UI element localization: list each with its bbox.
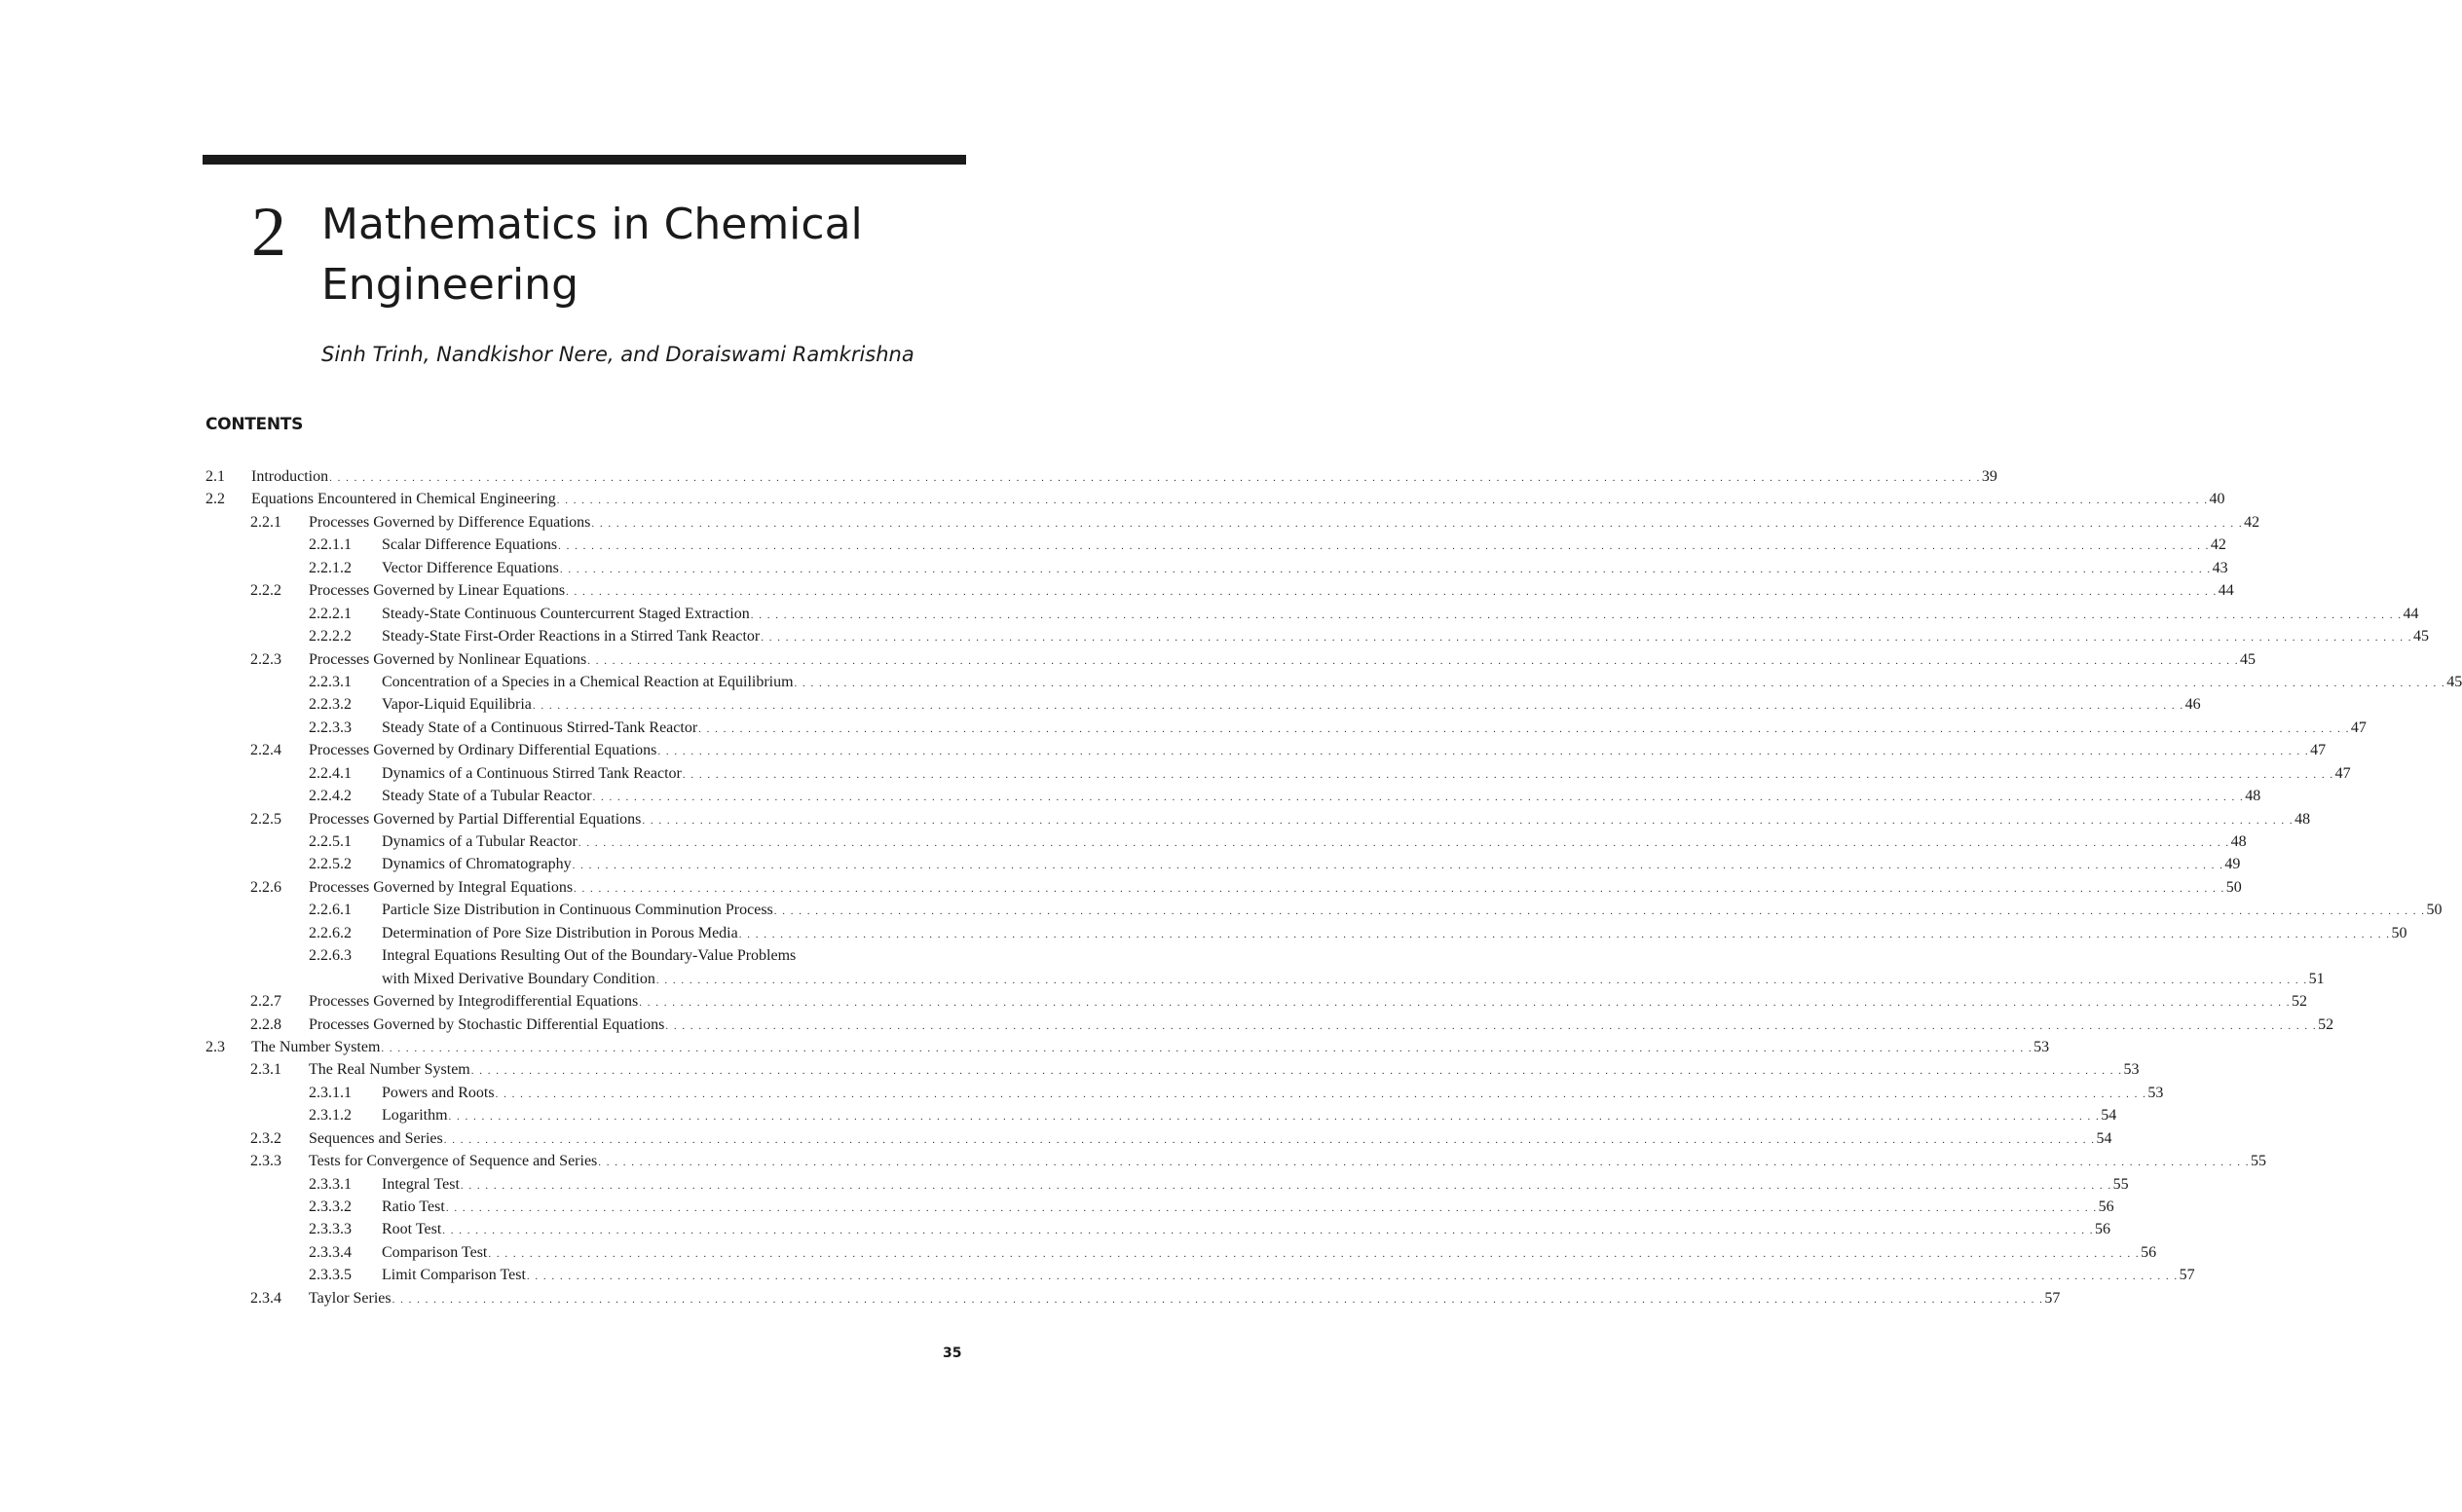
toc-entry-page: 50 xyxy=(2225,878,2242,896)
toc-dot-leader: . . . . . . . . . . . . . . . . . . . . . . . . . . . . . . . . . . . . . . . . . . . . . . . . . . . . . . . . . . . . . . . . . . . . . . . . . . . . . . . . . . . . . . . . . . . . . . . . . . . . . . . . . . . . . . . . . . . . . . . . . . . . . . . . . . . . . . . . . . . . . . . . . . . . . . . . . . . . . . . . . . . . . . . . . . . . . . . . . . . . . . . . . . . . . . . . . . . . . . . . xyxy=(381,1042,2033,1054)
toc-entry-number: 2.2.3.1 xyxy=(309,673,352,690)
toc-entry-title: Steady-State Continuous Countercurrent Staged Extraction xyxy=(382,605,750,622)
toc-entry-line xyxy=(251,488,2225,512)
toc-entry-title: Processes Governed by Nonlinear Equations xyxy=(309,650,587,668)
toc-entry-number: 2.2.2.2 xyxy=(309,628,352,645)
toc-entry-number: 2.3 xyxy=(205,1038,225,1055)
chapter-title-line-2: Engineering xyxy=(321,260,578,310)
toc-entry-number: 2.2.1 xyxy=(250,513,281,531)
toc-entry-number: 2.2.3.3 xyxy=(309,719,352,736)
toc-entry[interactable] xyxy=(205,876,2242,899)
toc-entry-title: Integral Test xyxy=(382,1175,460,1193)
toc-entry-number: 2.2.2 xyxy=(250,582,281,600)
toc-entry-number: 2.2.6.3 xyxy=(309,947,352,965)
toc-entry-title: Ratio Test xyxy=(382,1199,445,1215)
toc-entry[interactable] xyxy=(205,944,963,967)
toc-entry[interactable] xyxy=(205,1173,2129,1196)
toc-dot-leader: . . . . . . . . . . . . . . . . . . . . . . . . . . . . . . . . . . . . . . . . . . . . . . . . . . . . . . . . . . . . . . . . . . . . . . . . . . . . . . . . . . . . . . . . . . . . . . . . . . . . . . . . . . . . . . . . . . . . . . . . . . . . . . . . . . . . . . . . . . . . . . . . . . . . . . . . . . . . . . . . . . . . . . . . . . . . . . . . . . . . . . . . . . . . . . . . . . . . . . . . xyxy=(443,1133,2096,1146)
toc-entry[interactable] xyxy=(205,693,2201,716)
toc-entry-title: Particle Size Distribution in Continuous Comminution Process xyxy=(382,902,773,919)
toc-entry-line xyxy=(309,511,2260,535)
toc-dot-leader: . . . . . . . . . . . . . . . . . . . . . . . . . . . . . . . . . . . . . . . . . . . . . . . . . . . . . . . . . . . . . . . . . . . . . . . . . . . . . . . . . . . . . . . . . . . . . . . . . . . . . . . . . . . . . . . . . . . . . . . . . . . . . . . . . . . . . . . . . . . . . . . . . . . . . . . . . . . . . . . . . . . . . . . . . . . . . . . . . . . . . . . . . . . . . . . . . . . . . . . . xyxy=(558,540,2210,553)
toc-entry-line xyxy=(251,465,1997,490)
toc-entry-line xyxy=(382,1082,2164,1106)
toc-dot-leader: . . . . . . . . . . . . . . . . . . . . . . . . . . . . . . . . . . . . . . . . . . . . . . . . . . . . . . . . . . . . . . . . . . . . . . . . . . . . . . . . . . . . . . . . . . . . . . . . . . . . . . . . . . . . . . . . . . . . . . . . . . . . . . . . . . . . . . . . . . . . . . . . . . . . . . . . . . . . . . . . . . . . . . . . . . . . . . . . . . . . . . . . . . . . . . . . . . . . . . . . xyxy=(639,997,2292,1010)
toc-entry-line xyxy=(309,648,2257,673)
toc-entry-title: Dynamics of a Tubular Reactor xyxy=(382,833,578,850)
toc-entry-title: Processes Governed by Ordinary Differential Equations xyxy=(309,742,657,759)
toc-entry-title: Powers and Roots xyxy=(382,1084,495,1101)
toc-entry-line xyxy=(382,557,2228,581)
toc-entry[interactable] xyxy=(205,899,2443,921)
toc-entry[interactable] xyxy=(205,1104,2117,1126)
toc-entry-page: 57 xyxy=(2179,1267,2195,1284)
toc-dot-leader: . . . . . . . . . . . . . . . . . . . . . . . . . . . . . . . . . . . . . . . . . . . . . . . . . . . . . . . . . . . . . . . . . . . . . . . . . . . . . . . . . . . . . . . . . . . . . . . . . . . . . . . . . . . . . . . . . . . . . . . . . . . . . . . . . . . . . . . . . . . . . . . . . . . . . . . . . . . . . . . . . . . . . . . . . . . . . . . . . . . . . . . . . . . . . . . . . . . . . . . . xyxy=(556,495,2209,507)
toc-entry-page: 57 xyxy=(2044,1289,2061,1307)
toc-dot-leader: . . . . . . . . . . . . . . . . . . . . . . . . . . . . . . . . . . . . . . . . . . . . . . . . . . . . . . . . . . . . . . . . . . . . . . . . . . . . . . . . . . . . . . . . . . . . . . . . . . . . . . . . . . . . . . . . . . . . . . . . . . . . . . . . . . . . . . . . . . . . . . . . . . . . . . . . . . . . . . . . . . . . . . . . . . . . . . . . . . . . . . . . . . . . . . . . . . . . . . . . xyxy=(587,654,2240,667)
toc-entry[interactable] xyxy=(205,922,2407,944)
toc-entry[interactable] xyxy=(205,1150,2267,1172)
toc-entry-page: 48 xyxy=(2230,833,2247,850)
toc-entry-line xyxy=(309,1150,2267,1174)
toc-entry-line xyxy=(309,1058,2140,1083)
toc-entry-number: 2.2.6.1 xyxy=(309,902,352,919)
toc-entry-line xyxy=(251,1036,2050,1060)
toc-entry-line xyxy=(382,1264,2195,1288)
chapter-top-rule xyxy=(203,155,966,165)
toc-entry[interactable] xyxy=(205,853,2241,875)
toc-entry-title: Steady State of a Continuous Stirred-Tank Reactor xyxy=(382,719,698,736)
toc-entry[interactable] xyxy=(205,762,2351,785)
toc-dot-leader: . . . . . . . . . . . . . . . . . . . . . . . . . . . . . . . . . . . . . . . . . . . . . . . . . . . . . . . . . . . . . . . . . . . . . . . . . . . . . . . . . . . . . . . . . . . . . . . . . . . . . . . . . . . . . . . . . . . . . . . . . . . . . . . . . . . . . . . . . . . . . . . . . . . . . . . . . . . . . . . . . . . . . . . . . . . . . . . . . . . . . . . . . . . . . . . . . . . . . . . . xyxy=(642,814,2294,827)
toc-entry-number: 2.3.4 xyxy=(250,1289,281,1307)
toc-dot-leader: . . . . . . . . . . . . . . . . . . . . . . . . . . . . . . . . . . . . . . . . . . . . . . . . . . . . . . . . . . . . . . . . . . . . . . . . . . . . . . . . . . . . . . . . . . . . . . . . . . . . . . . . . . . . . . . . . . . . . . . . . . . . . . . . . . . . . . . . . . . . . . . . . . . . . . . . . . . . . . . . . . . . . . . . . . . . . . . . . . . . . . . . . . . . . . . . . . . . . . . . xyxy=(682,768,2334,781)
toc-entry-page: 55 xyxy=(2112,1175,2129,1193)
toc-entry-line xyxy=(309,739,2327,763)
toc-entry-number: 2.3.3.5 xyxy=(309,1267,352,1284)
toc-entry-title: Comparison Test xyxy=(382,1243,488,1261)
toc-entry[interactable] xyxy=(205,465,1997,488)
toc-dot-leader: . . . . . . . . . . . . . . . . . . . . . . . . . . . . . . . . . . . . . . . . . . . . . . . . . . . . . . . . . . . . . . . . . . . . . . . . . . . . . . . . . . . . . . . . . . . . . . . . . . . . . . . . . . . . . . . . . . . . . . . . . . . . . . . . . . . . . . . . . . . . . . . . . . . . . . . . . . . . . . . . . . . . . . . . . . . . . . . . . . . . . . . . . . . . . . . . . . . . . . . . xyxy=(738,928,2391,940)
toc-entry-page: 47 xyxy=(2310,742,2327,759)
chapter-authors: Sinh Trinh, Nandkishor Nere, and Doraiswami Ramkrishna xyxy=(321,343,914,366)
toc-entry[interactable] xyxy=(205,830,2247,853)
toc-entry[interactable] xyxy=(205,717,2367,739)
toc-entry-number: 2.2.4.2 xyxy=(309,788,352,805)
toc-dot-leader: . . . . . . . . . . . . . . . . . . . . . . . . . . . . . . . . . . . . . . . . . . . . . . . . . . . . . . . . . . . . . . . . . . . . . . . . . . . . . . . . . . . . . . . . . . . . . . . . . . . . . . . . . . . . . . . . . . . . . . . . . . . . . . . . . . . . . . . . . . . . . . . . . . . . . . . . . . . . . . . . . . . . . . . . . . . . . . . . . . . . . . . . . . . . . . . . . . . . . . . . xyxy=(665,1019,2318,1032)
toc-entry-line xyxy=(382,625,2430,649)
toc-entry-line xyxy=(382,603,2419,627)
toc-entry-page: 45 xyxy=(2413,628,2430,645)
toc-entry[interactable] xyxy=(205,1264,2195,1286)
toc-entry-line xyxy=(309,808,2311,832)
toc-entry-line xyxy=(382,1104,2117,1128)
toc-entry-page: 53 xyxy=(2033,1038,2050,1055)
toc-entry[interactable] xyxy=(205,1287,2061,1309)
toc-entry[interactable] xyxy=(205,1082,2164,1104)
toc-entry-title: with Mixed Derivative Boundary Condition xyxy=(382,970,655,987)
toc-entry-title: Processes Governed by Integral Equations xyxy=(309,878,574,896)
toc-entry-number: 2.2.3.2 xyxy=(309,696,352,714)
toc-entry[interactable] xyxy=(205,1241,2157,1264)
toc-entry-page: 55 xyxy=(2251,1153,2267,1170)
toc-entry-title: Integral Equations Resulting Out of the Boundary-Value Problems xyxy=(382,947,797,965)
toc-entry-title: Introduction xyxy=(251,468,329,485)
toc-entry-page: 54 xyxy=(2101,1107,2117,1125)
toc-entry-number: 2.3.1 xyxy=(250,1061,281,1079)
toc-entry-page: 52 xyxy=(2318,1015,2334,1033)
toc-dot-leader: . . . . . . . . . . . . . . . . . . . . . . . . . . . . . . . . . . . . . . . . . . . . . . . . . . . . . . . . . . . . . . . . . . . . . . . . . . . . . . . . . . . . . . . . . . . . . . . . . . . . . . . . . . . . . . . . . . . . . . . . . . . . . . . . . . . . . . . . . . . . . . . . . . . . . . . . . . . . . . . . . . . . . . . . . . . . . . . . . . . . . . . . . . . . . . . . . . . . . . . . xyxy=(442,1225,2095,1237)
toc-entry-line xyxy=(382,830,2247,855)
toc-dot-leader: . . . . . . . . . . . . . . . . . . . . . . . . . . . . . . . . . . . . . . . . . . . . . . . . . . . . . . . . . . . . . . . . . . . . . . . . . . . . . . . . . . . . . . . . . . . . . . . . . . . . . . . . . . . . . . . . . . . . . . . . . . . . . . . . . . . . . . . . . . . . . . . . . . . . . . . . . . . . . . . . . . . . . . . . . . . . . . . . . . . . . . . . . . . . . . . . . . . . . . . . xyxy=(495,1088,2147,1100)
toc-entry-number: 2.2.5.1 xyxy=(309,833,352,850)
toc-entry-title: Steady State of a Tubular Reactor xyxy=(382,788,592,805)
toc-entry-page: 50 xyxy=(2426,902,2443,919)
toc-entry[interactable] xyxy=(205,603,2419,625)
toc-entry[interactable] xyxy=(205,557,2228,579)
toc-dot-leader: . . . . . . . . . . . . . . . . . . . . . . . . . . . . . . . . . . . . . . . . . . . . . . . . . . . . . . . . . . . . . . . . . . . . . . . . . . . . . . . . . . . . . . . . . . . . . . . . . . . . . . . . . . . . . . . . . . . . . . . . . . . . . . . . . . . . . . . . . . . . . . . . . . . . . . . . . . . . . . . . . . . . . . . . . . . . . . . . . . . . . . . . . . . . . . . . . . . . . . . . xyxy=(592,792,2245,804)
toc-entry-page: 48 xyxy=(2294,810,2311,828)
toc-entry-number: 2.1 xyxy=(205,468,225,485)
toc-entry-number: 2.3.3.4 xyxy=(309,1243,352,1261)
toc-entry[interactable] xyxy=(205,511,2260,534)
toc-entry-line xyxy=(382,853,2241,877)
toc-entry-title: Tests for Convergence of Sequence and Series xyxy=(309,1153,598,1170)
toc-entry-number: 2.2 xyxy=(205,491,225,508)
toc-entry-title: Taylor Series xyxy=(309,1289,392,1307)
toc-entry-line xyxy=(309,990,2308,1014)
toc-entry-title: Root Test xyxy=(382,1221,442,1238)
toc-entry-number: 2.2.4.1 xyxy=(309,764,352,782)
toc-entry-continuation[interactable] xyxy=(205,968,2325,990)
toc-dot-leader: . . . . . . . . . . . . . . . . . . . . . . . . . . . . . . . . . . . . . . . . . . . . . . . . . . . . . . . . . . . . . . . . . . . . . . . . . . . . . . . . . . . . . . . . . . . . . . . . . . . . . . . . . . . . . . . . . . . . . . . . . . . . . . . . . . . . . . . . . . . . . . . . . . . . . . . . . . . . . . . . . . . . . . . . . . . . . . . . . . . . . . . . . . . . . . . . . . . . . . . . xyxy=(598,1157,2251,1169)
toc-dot-leader: . . . . . . . . . . . . . . . . . . . . . . . . . . . . . . . . . . . . . . . . . . . . . . . . . . . . . . . . . . . . . . . . . . . . . . . . . . . . . . . . . . . . . . . . . . . . . . . . . . . . . . . . . . . . . . . . . . . . . . . . . . . . . . . . . . . . . . . . . . . . . . . . . . . . . . . . . . . . . . . . . . . . . . . . . . . . . . . . . . . . . . . . . . . . . . . . . . . . . . . . xyxy=(526,1271,2179,1283)
toc-entry-number: 2.2.6 xyxy=(250,878,281,896)
toc-entry-number: 2.2.2.1 xyxy=(309,605,352,622)
toc-entry[interactable] xyxy=(205,785,2261,807)
toc-dot-leader: . . . . . . . . . . . . . . . . . . . . . . . . . . . . . . . . . . . . . . . . . . . . . . . . . . . . . . . . . . . . . . . . . . . . . . . . . . . . . . . . . . . . . . . . . . . . . . . . . . . . . . . . . . . . . . . . . . . . . . . . . . . . . . . . . . . . . . . . . . . . . . . . . . . . . . . . . . . . . . . . . . . . . . . . . . . . . . . . . . . . . . . . . . . . . . . . . . . . . . . . xyxy=(460,1179,2112,1192)
toc-entry-line xyxy=(382,671,2462,695)
chapter-title-line-1: Mathematics in Chemical xyxy=(321,200,863,249)
toc-entry-line xyxy=(382,1196,2114,1220)
toc-entry-number: 2.3.3.1 xyxy=(309,1175,352,1193)
toc-entry-line xyxy=(309,579,2234,604)
page-number: 35 xyxy=(943,1346,962,1361)
toc-entry-title: Processes Governed by Stochastic Differential Equations xyxy=(309,1015,665,1033)
toc-dot-leader: . . . . . . . . . . . . . . . . . . . . . . . . . . . . . . . . . . . . . . . . . . . . . . . . . . . . . . . . . . . . . . . . . . . . . . . . . . . . . . . . . . . . . . . . . . . . . . . . . . . . . . . . . . . . . . . . . . . . . . . . . . . . . . . . . . . . . . . . . . . . . . . . . . . . . . . . . . . . . . . . . . . . . . . . . . . . . . . . . . . . . . . . . . . . . . . . . . . . . . . . xyxy=(578,837,2230,849)
toc-entry[interactable] xyxy=(205,1036,2050,1058)
toc-entry-number: 2.2.3 xyxy=(250,650,281,668)
toc-entry-line xyxy=(382,899,2443,923)
toc-entry[interactable] xyxy=(205,648,2257,671)
toc-entry-title: Processes Governed by Difference Equations xyxy=(309,513,591,531)
toc-entry-page: 43 xyxy=(2212,559,2228,576)
toc-entry-page: 45 xyxy=(2240,650,2257,668)
toc-entry-page: 53 xyxy=(2147,1084,2164,1101)
toc-entry-title: The Real Number System xyxy=(309,1061,470,1079)
toc-entry-page: 48 xyxy=(2245,788,2261,805)
toc-entry[interactable] xyxy=(205,1014,2334,1036)
toc-entry-page: 47 xyxy=(2350,719,2367,736)
toc-entry[interactable] xyxy=(205,739,2327,761)
toc-entry-number: 2.3.1.1 xyxy=(309,1084,352,1101)
toc-entry-line xyxy=(309,1014,2334,1038)
table-of-contents xyxy=(205,465,2462,1309)
toc-entry-line xyxy=(382,785,2261,809)
toc-dot-leader: . . . . . . . . . . . . . . . . . . . . . . . . . . . . . . . . . . . . . . . . . . . . . . . . . . . . . . . . . . . . . . . . . . . . . . . . . . . . . . . . . . . . . . . . . . . . . . . . . . . . . . . . . . . . . . . . . . . . . . . . . . . . . . . . . . . . . . . . . . . . . . . . . . . . . . . . . . . . . . . . . . . . . . . . . . . . . . . . . . . . . . . . . . . . . . . . . . . . . . . . xyxy=(392,1293,2044,1306)
toc-entry-line xyxy=(309,1127,2112,1152)
toc-entry-page: 56 xyxy=(2141,1243,2157,1261)
toc-entry-title: Determination of Pore Size Distribution in Porous Media xyxy=(382,924,738,941)
toc-entry-title: Scalar Difference Equations xyxy=(382,536,558,554)
toc-entry-title: Concentration of a Species in a Chemical Reaction at Equilibrium xyxy=(382,673,794,690)
toc-entry-title: Equations Encountered in Chemical Engineering xyxy=(251,491,556,508)
toc-entry-line xyxy=(382,534,2226,558)
toc-entry-page: 56 xyxy=(2095,1221,2111,1238)
toc-entry-line xyxy=(382,717,2367,741)
toc-entry-number: 2.2.6.2 xyxy=(309,924,352,941)
toc-entry-number: 2.2.1.1 xyxy=(309,536,352,554)
toc-entry-number: 2.2.1.2 xyxy=(309,559,352,576)
toc-dot-leader: . . . . . . . . . . . . . . . . . . . . . . . . . . . . . . . . . . . . . . . . . . . . . . . . . . . . . . . . . . . . . . . . . . . . . . . . . . . . . . . . . . . . . . . . . . . . . . . . . . . . . . . . . . . . . . . . . . . . . . . . . . . . . . . . . . . . . . . . . . . . . . . . . . . . . . . . . . . . . . . . . . . . . . . . . . . . . . . . . . . . . . . . . . . . . . . . . . . . . . . . xyxy=(448,1111,2101,1124)
toc-entry-page: 56 xyxy=(2098,1199,2114,1215)
toc-entry-line xyxy=(382,1218,2111,1242)
toc-dot-leader: . . . . . . . . . . . . . . . . . . . . . . . . . . . . . . . . . . . . . . . . . . . . . . . . . . . . . . . . . . . . . . . . . . . . . . . . . . . . . . . . . . . . . . . . . . . . . . . . . . . . . . . . . . . . . . . . . . . . . . . . . . . . . . . . . . . . . . . . . . . . . . . . . . . . . . . . . . . . . . . . . . . . . . . . . . . . . . . . . . . . . . . . . . . . . . . . . . . . . . . . xyxy=(750,608,2403,621)
toc-entry-title: Vector Difference Equations xyxy=(382,559,559,576)
toc-entry-page: 49 xyxy=(2224,856,2241,873)
toc-entry-number: 2.3.2 xyxy=(250,1129,281,1147)
toc-entry-page: 52 xyxy=(2292,993,2308,1011)
toc-entry-page: 42 xyxy=(2210,536,2226,554)
toc-entry[interactable] xyxy=(205,1127,2112,1150)
toc-dot-leader: . . . . . . . . . . . . . . . . . . . . . . . . . . . . . . . . . . . . . . . . . . . . . . . . . . . . . . . . . . . . . . . . . . . . . . . . . . . . . . . . . . . . . . . . . . . . . . . . . . . . . . . . . . . . . . . . . . . . . . . . . . . . . . . . . . . . . . . . . . . . . . . . . . . . . . . . . . . . . . . . . . . . . . . . . . . . . . . . . . . . . . . . . . . . . . . . . . . . . . . . xyxy=(572,860,2224,872)
toc-entry-number: 2.3.3.2 xyxy=(309,1199,352,1215)
toc-entry-page: 44 xyxy=(2218,582,2234,600)
toc-entry-title: Processes Governed by Partial Differential Equations xyxy=(309,810,642,828)
toc-dot-leader: . . . . . . . . . . . . . . . . . . . . . . . . . . . . . . . . . . . . . . . . . . . . . . . . . . . . . . . . . . . . . . . . . . . . . . . . . . . . . . . . . . . . . . . . . . . . . . . . . . . . . . . . . . . . . . . . . . . . . . . . . . . . . . . . . . . . . . . . . . . . . . . . . . . . . . . . . . . . . . . . . . . . . . . . . . . . . . . . . . . . . . . . . . . . . . . . . . . . . . . . xyxy=(794,677,2446,689)
toc-entry-line xyxy=(382,1241,2157,1266)
toc-entry-page: 45 xyxy=(2446,673,2462,690)
toc-entry-number: 2.3.1.2 xyxy=(309,1107,352,1125)
toc-entry-page: 46 xyxy=(2184,696,2201,714)
toc-entry-line xyxy=(382,1173,2129,1198)
toc-entry-page: 42 xyxy=(2244,513,2260,531)
toc-entry-line xyxy=(382,693,2201,718)
toc-entry-title: Dynamics of a Continuous Stirred Tank Reactor xyxy=(382,764,682,782)
toc-entry-number: 2.2.5.2 xyxy=(309,856,352,873)
toc-entry-number: 2.2.8 xyxy=(250,1015,281,1033)
toc-entry-title: Sequences and Series xyxy=(309,1129,443,1147)
toc-entry[interactable] xyxy=(205,579,2234,602)
toc-dot-leader: . . . . . . . . . . . . . . . . . . . . . . . . . . . . . . . . . . . . . . . . . . . . . . . . . . . . . . . . . . . . . . . . . . . . . . . . . . . . . . . . . . . . . . . . . . . . . . . . . . . . . . . . . . . . . . . . . . . . . . . . . . . . . . . . . . . . . . . . . . . . . . . . . . . . . . . . . . . . . . . . . . . . . . . . . . . . . . . . . . . . . . . . . . . . . . . . . . . . . . . . xyxy=(559,563,2212,575)
toc-dot-leader: . . . . . . . . . . . . . . . . . . . . . . . . . . . . . . . . . . . . . . . . . . . . . . . . . . . . . . . . . . . . . . . . . . . . . . . . . . . . . . . . . . . . . . . . . . . . . . . . . . . . . . . . . . . . . . . . . . . . . . . . . . . . . . . . . . . . . . . . . . . . . . . . . . . . . . . . . . . . . . . . . . . . . . . . . . . . . . . . . . . . . . . . . . . . . . . . . . . . . . . . xyxy=(532,700,2184,713)
toc-dot-leader: . . . . . . . . . . . . . . . . . . . . . . . . . . . . . . . . . . . . . . . . . . . . . . . . . . . . . . . . . . . . . . . . . . . . . . . . . . . . . . . . . . . . . . . . . . . . . . . . . . . . . . . . . . . . . . . . . . . . . . . . . . . . . . . . . . . . . . . . . . . . . . . . . . . . . . . . . . . . . . . . . . . . . . . . . . . . . . . . . . . . . . . . . . . . . . . . . . . . . . . . xyxy=(657,746,2310,758)
toc-entry-line xyxy=(382,922,2407,946)
contents-heading: CONTENTS xyxy=(205,415,304,434)
toc-entry-page: 47 xyxy=(2334,764,2351,782)
toc-dot-leader: . . . . . . . . . . . . . . . . . . . . . . . . . . . . . . . . . . . . . . . . . . . . . . . . . . . . . . . . . . . . . . . . . . . . . . . . . . . . . . . . . . . . . . . . . . . . . . . . . . . . . . . . . . . . . . . . . . . . . . . . . . . . . . . . . . . . . . . . . . . . . . . . . . . . . . . . . . . . . . . . . . . . . . . . . . . . . . . . . . . . . . . . . . . . . . . . . . . . . . . . xyxy=(445,1202,2098,1214)
toc-entry-number: 2.2.4 xyxy=(250,742,281,759)
toc-entry-title: The Number System xyxy=(251,1038,381,1055)
toc-entry-line xyxy=(309,876,2242,901)
toc-entry-title: Limit Comparison Test xyxy=(382,1267,526,1284)
toc-entry-number: 2.2.7 xyxy=(250,993,281,1011)
chapter-number: 2 xyxy=(251,193,286,271)
toc-entry[interactable] xyxy=(205,625,2430,647)
toc-entry-title: Dynamics of Chromatography xyxy=(382,856,572,873)
toc-entry[interactable] xyxy=(205,1196,2114,1218)
toc-entry-page: 39 xyxy=(1981,468,1997,485)
toc-entry-page: 53 xyxy=(2123,1061,2140,1079)
toc-entry-line xyxy=(382,968,2325,992)
toc-entry-page: 51 xyxy=(2308,970,2325,987)
toc-entry[interactable] xyxy=(205,1058,2140,1081)
toc-entry-number: 2.3.3.3 xyxy=(309,1221,352,1238)
toc-entry-title: Steady-State First-Order Reactions in a Stirred Tank Reactor xyxy=(382,628,761,645)
toc-entry[interactable] xyxy=(205,990,2308,1013)
toc-entry-number: 2.2.5 xyxy=(250,810,281,828)
toc-entry-number: 2.3.3 xyxy=(250,1153,281,1170)
toc-entry-title: Vapor-Liquid Equilibria xyxy=(382,696,532,714)
toc-entry[interactable] xyxy=(205,671,2462,693)
toc-entry-line xyxy=(309,1287,2061,1311)
toc-entry-title: Processes Governed by Integrodifferential Equations xyxy=(309,993,639,1011)
toc-entry-title: Logarithm xyxy=(382,1107,448,1125)
toc-entry-page: 40 xyxy=(2209,491,2225,508)
chapter-title xyxy=(321,195,945,315)
toc-dot-leader: . . . . . . . . . . . . . . . . . . . . . . . . . . . . . . . . . . . . . . . . . . . . . . . . . . . . . . . . . . . . . . . . . . . . . . . . . . . . . . . . . . . . . . . . . . . . . . . . . . . . . . . . . . . . . . . . . . . . . . . . . . . . . . . . . . . . . . . . . . . . . . . . . . . . . . . . . . . . . . . . . . . . . . . . . . . . . . . . . . . . . . . . . . . . . . . . . . . . . . . . xyxy=(698,722,2350,735)
toc-dot-leader: . . . . . . . . . . . . . . . . . . . . . . . . . . . . . . . . . . . . . . . . . . . . . . . . . . . . . . . . . . . . . . . . . . . . . . . . . . . . . . . . . . . . . . . . . . . . . . . . . . . . . . . . . . . . . . . . . . . . . . . . . . . . . . . . . . . . . . . . . . . . . . . . . . . . . . . . . . . . . . . . . . . . . . . . . . . . . . . . . . . . . . . . . . . . . . . . . . . . . . . . xyxy=(470,1065,2123,1078)
toc-dot-leader: . . . . . . . . . . . . . . . . . . . . . . . . . . . . . . . . . . . . . . . . . . . . . . . . . . . . . . . . . . . . . . . . . . . . . . . . . . . . . . . . . . . . . . . . . . . . . . . . . . . . . . . . . . . . . . . . . . . . . . . . . . . . . . . . . . . . . . . . . . . . . . . . . . . . . . . . . . . . . . . . . . . . . . . . . . . . . . . . . . . . . . . . . . . . . . . . . . . . . . . . xyxy=(773,905,2426,918)
toc-entry[interactable] xyxy=(205,534,2226,556)
toc-entry[interactable] xyxy=(205,1218,2111,1240)
toc-dot-leader: . . . . . . . . . . . . . . . . . . . . . . . . . . . . . . . . . . . . . . . . . . . . . . . . . . . . . . . . . . . . . . . . . . . . . . . . . . . . . . . . . . . . . . . . . . . . . . . . . . . . . . . . . . . . . . . . . . . . . . . . . . . . . . . . . . . . . . . . . . . . . . . . . . . . . . . . . . . . . . . . . . . . . . . . . . . . . . . . . . . . . . . . . . . . . . . . . . . . . . . . xyxy=(761,632,2413,645)
toc-dot-leader: . . . . . . . . . . . . . . . . . . . . . . . . . . . . . . . . . . . . . . . . . . . . . . . . . . . . . . . . . . . . . . . . . . . . . . . . . . . . . . . . . . . . . . . . . . . . . . . . . . . . . . . . . . . . . . . . . . . . . . . . . . . . . . . . . . . . . . . . . . . . . . . . . . . . . . . . . . . . . . . . . . . . . . . . . . . . . . . . . . . . . . . . . . . . . . . . . . . . . . . . xyxy=(329,472,1981,484)
toc-dot-leader: . . . . . . . . . . . . . . . . . . . . . . . . . . . . . . . . . . . . . . . . . . . . . . . . . . . . . . . . . . . . . . . . . . . . . . . . . . . . . . . . . . . . . . . . . . . . . . . . . . . . . . . . . . . . . . . . . . . . . . . . . . . . . . . . . . . . . . . . . . . . . . . . . . . . . . . . . . . . . . . . . . . . . . . . . . . . . . . . . . . . . . . . . . . . . . . . . . . . . . . . xyxy=(655,974,2308,986)
toc-entry-line xyxy=(382,762,2351,787)
toc-dot-leader: . . . . . . . . . . . . . . . . . . . . . . . . . . . . . . . . . . . . . . . . . . . . . . . . . . . . . . . . . . . . . . . . . . . . . . . . . . . . . . . . . . . . . . . . . . . . . . . . . . . . . . . . . . . . . . . . . . . . . . . . . . . . . . . . . . . . . . . . . . . . . . . . . . . . . . . . . . . . . . . . . . . . . . . . . . . . . . . . . . . . . . . . . . . . . . . . . . . . . . . . xyxy=(574,882,2225,895)
toc-entry-page: 44 xyxy=(2403,605,2419,622)
toc-dot-leader: . . . . . . . . . . . . . . . . . . . . . . . . . . . . . . . . . . . . . . . . . . . . . . . . . . . . . . . . . . . . . . . . . . . . . . . . . . . . . . . . . . . . . . . . . . . . . . . . . . . . . . . . . . . . . . . . . . . . . . . . . . . . . . . . . . . . . . . . . . . . . . . . . . . . . . . . . . . . . . . . . . . . . . . . . . . . . . . . . . . . . . . . . . . . . . . . . . . . . . . . xyxy=(566,586,2218,599)
toc-entry-page: 54 xyxy=(2096,1129,2112,1147)
toc-dot-leader: . . . . . . . . . . . . . . . . . . . . . . . . . . . . . . . . . . . . . . . . . . . . . . . . . . . . . . . . . . . . . . . . . . . . . . . . . . . . . . . . . . . . . . . . . . . . . . . . . . . . . . . . . . . . . . . . . . . . . . . . . . . . . . . . . . . . . . . . . . . . . . . . . . . . . . . . . . . . . . . . . . . . . . . . . . . . . . . . . . . . . . . . . . . . . . . . . . . . . . . . xyxy=(488,1247,2141,1260)
toc-entry[interactable] xyxy=(205,808,2311,830)
toc-dot-leader: . . . . . . . . . . . . . . . . . . . . . . . . . . . . . . . . . . . . . . . . . . . . . . . . . . . . . . . . . . . . . . . . . . . . . . . . . . . . . . . . . . . . . . . . . . . . . . . . . . . . . . . . . . . . . . . . . . . . . . . . . . . . . . . . . . . . . . . . . . . . . . . . . . . . . . . . . . . . . . . . . . . . . . . . . . . . . . . . . . . . . . . . . . . . . . . . . . . . . . . . xyxy=(591,517,2244,530)
toc-entry-title: Processes Governed by Linear Equations xyxy=(309,582,566,600)
toc-entry-page: 50 xyxy=(2391,924,2407,941)
toc-entry[interactable] xyxy=(205,488,2225,510)
